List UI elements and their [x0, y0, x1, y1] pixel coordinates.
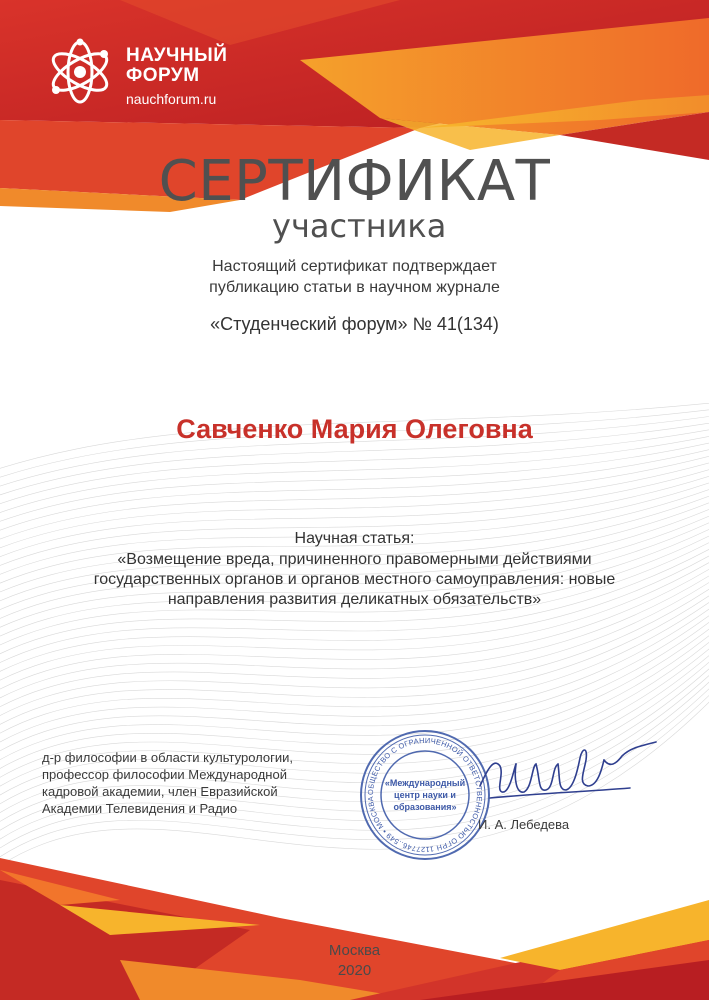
article-label: Научная статья: [294, 530, 415, 547]
journal-name: «Студенческий форум» № 41(134) [210, 314, 499, 334]
handwritten-signature [470, 738, 660, 818]
confirmation-line1: Настоящий сертификат подтверждает [212, 258, 497, 275]
recipient-name: Савченко Мария Олеговна [176, 414, 533, 444]
city: Москва [328, 942, 381, 959]
logo-name [126, 46, 227, 86]
logo-name-line1: НАУЧНЫЙ [126, 45, 228, 66]
signer-info-line2: профессор философии Международной [42, 767, 287, 782]
svg-text:центр науки и: центр науки и [394, 790, 456, 800]
year: 2020 [337, 962, 372, 979]
stamp-ring-text: ОБЩЕСТВО С ОГРАНИЧЕННОЙ ОТВЕТСТВЕННОСТЬЮ ОГРН 1127746..549 • МОСКВА [365, 735, 485, 855]
svg-text:образования»: образования» [393, 802, 457, 812]
confirmation-text [0, 256, 709, 298]
signer-info-line3: кадровой академии, член Евразийской [42, 784, 278, 799]
logo-name-line2: ФОРУМ [126, 65, 200, 86]
signer-credentials [42, 749, 362, 817]
signer-name: И. А. Лебедева [478, 817, 570, 832]
logo-website: nauchforum.ru [126, 91, 217, 107]
signer-info-line4: Академии Телевидения и Радио [42, 801, 238, 816]
certificate-subtitle: участника [272, 207, 447, 245]
signer-info-line1: д-р философии в области культурологии, [42, 750, 293, 765]
svg-text:«Международный: «Международный [384, 778, 466, 788]
certificate-title: СЕРТИФИКАТ [158, 149, 551, 214]
confirmation-line2: публикацию статьи в научном журнале [209, 279, 500, 296]
logo [44, 36, 254, 108]
article-title: «Возмещение вреда, причиненного правомерными действиями государственных органов и органов местного самоуправления: новые направления развития деликатных обязательств» [93, 551, 616, 608]
atom-logo-icon [44, 36, 116, 108]
